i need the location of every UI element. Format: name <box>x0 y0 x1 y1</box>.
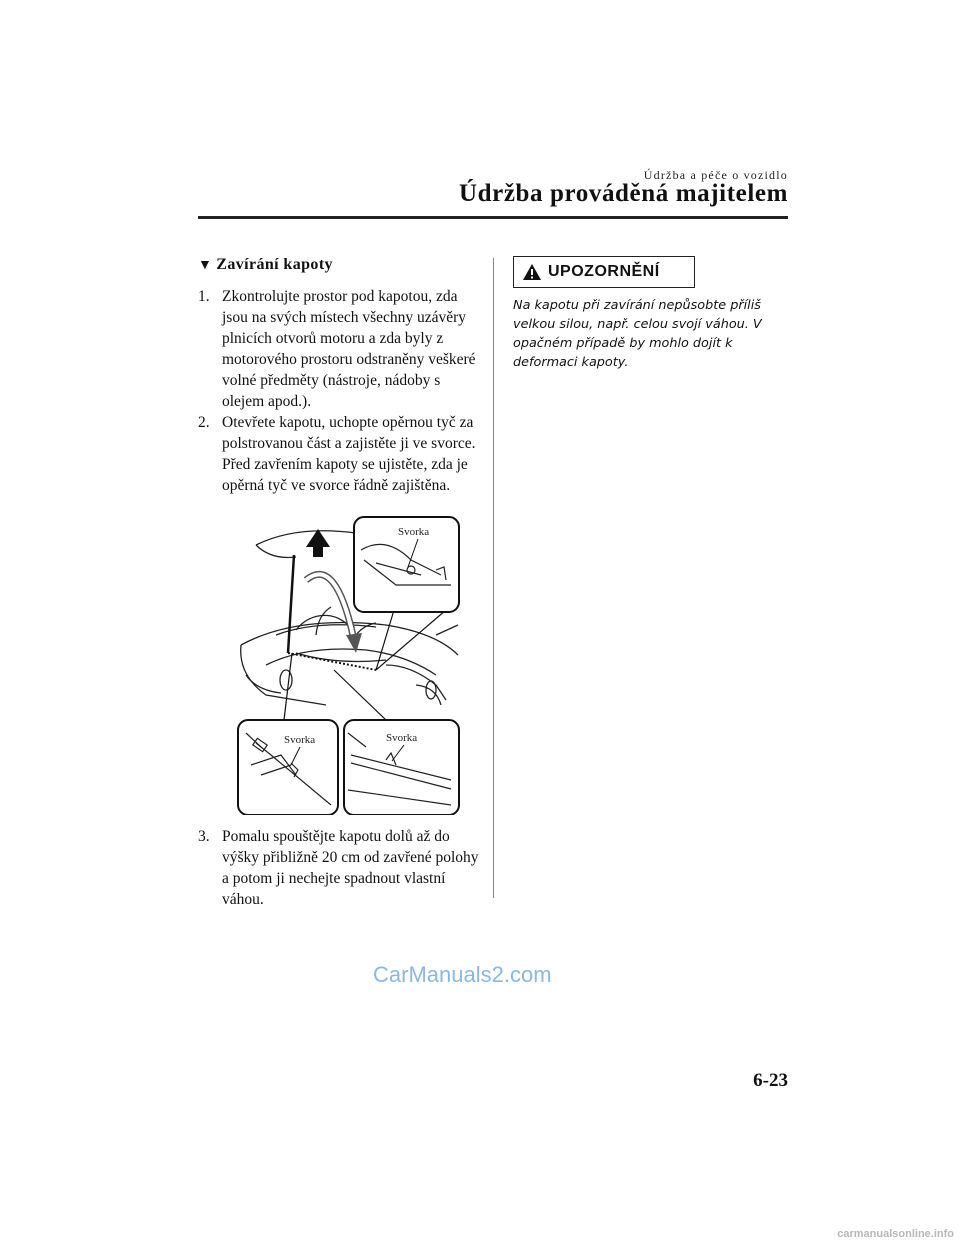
step-number: 1. <box>198 288 210 305</box>
triangle-marker-icon: ▼ <box>198 258 213 273</box>
prop-rod-icon <box>288 555 294 653</box>
step-number: 2. <box>198 414 210 431</box>
hood-support-illustration <box>236 515 461 815</box>
arrow-up-icon <box>306 529 330 557</box>
step-number: 3. <box>198 828 210 845</box>
steps-list-bottom <box>198 826 483 910</box>
page-number: 6-23 <box>753 1070 788 1091</box>
step-2 <box>198 412 483 496</box>
figure-label-top: Svorka <box>398 526 430 538</box>
figure-label-bottom-right: Svorka <box>386 732 418 744</box>
warning-title: UPOZORNĚNÍ <box>548 263 660 280</box>
watermark-text: CarManuals2.com <box>373 962 552 987</box>
section-heading <box>198 256 333 274</box>
hood-support-drawing <box>236 515 461 815</box>
step-text: Otevřete kapotu, uchopte opěrnou tyč za polstrovanou část a zajistěte ji ve svorce. Před zavřením kapoty se ujistěte, zda je opěrná tyč ve svorce řádně zajištěna. <box>222 414 476 494</box>
step-3 <box>198 826 483 910</box>
chapter-subtitle: Údržba a péče o vozidlo <box>643 168 788 182</box>
warning-box <box>513 256 695 288</box>
figure-label-bottom-left: Svorka <box>284 734 316 746</box>
warning-triangle-icon <box>522 263 542 281</box>
warning-text: Na kapotu při zavírání nepůsobte příliš velkou silou, např. celou svojí váhou. V opačném případě by mohlo dojít k deformaci kapoty. <box>513 298 762 370</box>
steps-list-top <box>198 286 483 496</box>
step-text: Pomalu spouštějte kapotu dolů až do výšky přibližně 20 cm od zavřené polohy a potom ji nechejte spadnout vlastní váhou. <box>222 828 479 908</box>
header-rule <box>198 216 788 219</box>
footer-url: carmanualsonline.info <box>837 1228 954 1240</box>
column-divider <box>493 258 494 898</box>
chapter-title: Údržba prováděná majitelem <box>459 180 788 207</box>
step-1 <box>198 286 483 412</box>
step-text: Zkontrolujte prostor pod kapotou, zda jsou na svých místech všechny uzávěry plnicích otvorů motoru a zda byly z motorového prostoru odstraněny veškeré volné předměty (nástroje, nádoby s olejem apod.). <box>222 288 476 410</box>
section-heading-text: Zavírání kapoty <box>216 256 333 273</box>
